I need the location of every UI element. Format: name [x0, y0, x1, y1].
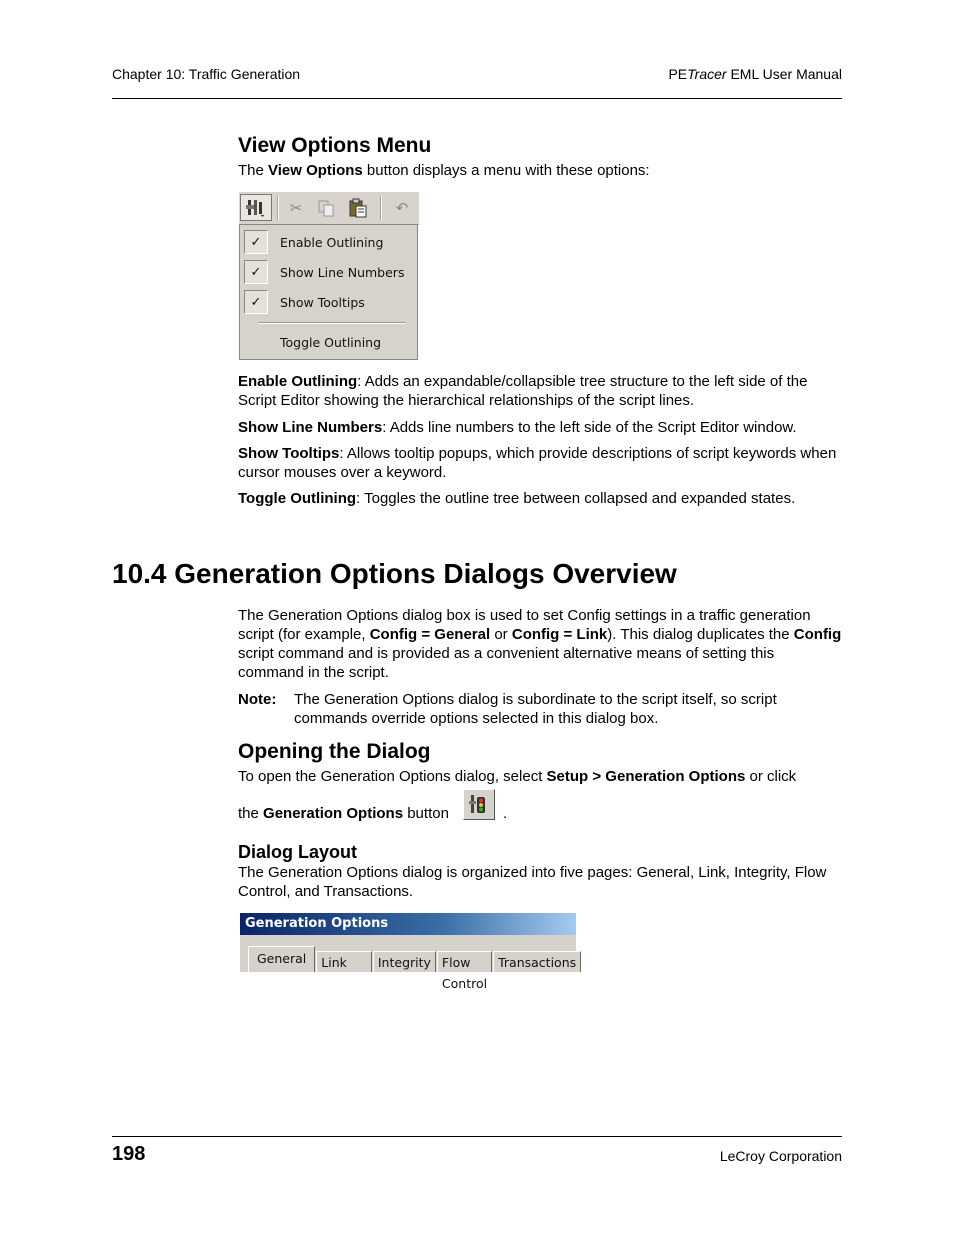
cut-button[interactable] — [285, 194, 307, 221]
menu-item-label: Show Tooltips — [280, 294, 365, 310]
toolbar-separator — [277, 196, 279, 220]
menu-item-label: Show Line Numbers — [280, 264, 405, 280]
copy-icon — [317, 199, 335, 217]
opening-heading: Opening the Dialog — [238, 740, 431, 763]
view-options-heading: View Options Menu — [238, 134, 432, 157]
def-enable-outlining: Enable Outlining: Adds an expandable/collapsible tree structure to the left side of the Script Editor showing the hierarchical relationships of the script lines. — [238, 373, 808, 409]
tab-integrity[interactable]: Integrity — [373, 951, 436, 972]
view-options-dropdown — [239, 224, 418, 360]
menu-item-toggle-outlining[interactable] — [244, 329, 414, 355]
toolbar-separator — [380, 196, 382, 220]
manual-suffix: EML User Manual — [726, 66, 842, 82]
menu-item-show-tooltips[interactable] — [244, 289, 414, 315]
copy-button[interactable] — [315, 194, 337, 221]
menu-separator — [258, 322, 406, 324]
opening-paragraph-line1: To open the Generation Options dialog, select Setup > Generation Options or click — [238, 768, 797, 785]
menu-item-show-line-numbers[interactable] — [244, 259, 414, 285]
dialog-title-bar: Generation Options — [240, 913, 576, 935]
tab-link[interactable]: Link — [316, 951, 372, 972]
paste-icon — [348, 198, 368, 218]
note-text: The Generation Options dialog is subordinate to the script itself, so script commands override options selected in this dialog box. — [294, 691, 777, 727]
tab-transactions[interactable]: Transactions — [493, 951, 581, 972]
manual-italic: Tracer — [687, 66, 727, 82]
check-icon: ✓ — [244, 290, 268, 314]
footer-rule — [112, 1136, 842, 1137]
section-paragraph: The Generation Options dialog box is used to set Config settings in a traffic generation script (for example, Config = General or Config = Link). This dialog duplicates the Config script command and is provided as a convenient alternative means of setting this command in the script. — [238, 607, 842, 681]
generation-options-button[interactable] — [463, 789, 495, 820]
undo-button[interactable] — [391, 194, 413, 221]
dialog-layout-text: The Generation Options dialog is organized into five pages: General, Link, Integrity, Flow Control, and Transactions. — [238, 864, 827, 900]
manual-prefix: PE — [668, 66, 688, 82]
check-icon: ✓ — [244, 230, 268, 254]
section-title: 10.4 Generation Options Dialogs Overview — [112, 558, 677, 589]
cut-icon: ✂ — [289, 198, 303, 217]
paste-button[interactable] — [347, 194, 369, 221]
menu-item-label: Toggle Outlining — [280, 334, 382, 350]
opening-paragraph-line2: the Generation Options button — [238, 805, 449, 822]
running-header-chapter: Chapter 10: Traffic Generation — [112, 66, 301, 82]
view-options-button[interactable] — [240, 194, 272, 221]
undo-icon: ↶ — [395, 198, 409, 217]
editor-toolbar — [239, 192, 419, 225]
def-show-tooltips: Show Tooltips: Allows tooltip popups, which provide descriptions of script keywords when cursor mouses over a keyword. — [238, 445, 837, 481]
generation-options-dialog-screenshot — [240, 913, 577, 991]
opening-period: . — [503, 805, 508, 822]
dialog-layout-heading: Dialog Layout — [238, 842, 358, 862]
dialog-tab-strip — [248, 945, 582, 991]
page-number: 198 — [112, 1143, 146, 1165]
running-header-manual — [668, 66, 842, 82]
view-options-intro: The View Options button displays a menu with these options: — [238, 162, 650, 179]
note-label: Note: — [238, 691, 277, 708]
menu-item-enable-outlining[interactable] — [244, 229, 414, 255]
view-options-icon — [245, 197, 267, 219]
menu-item-label: Enable Outlining — [280, 234, 384, 250]
tab-general[interactable]: General — [248, 946, 315, 972]
header-rule — [112, 98, 842, 99]
check-icon: ✓ — [244, 260, 268, 284]
generation-options-icon — [467, 793, 491, 817]
tab-flow-control[interactable]: Flow Control — [437, 951, 492, 972]
def-toggle-outlining: Toggle Outlining: Toggles the outline tree between collapsed and expanded states. — [238, 490, 796, 507]
def-show-line-numbers: Show Line Numbers: Adds line numbers to the left side of the Script Editor window. — [238, 419, 797, 436]
footer-company: LeCroy Corporation — [719, 1148, 842, 1164]
view-options-menu-screenshot — [239, 192, 419, 361]
